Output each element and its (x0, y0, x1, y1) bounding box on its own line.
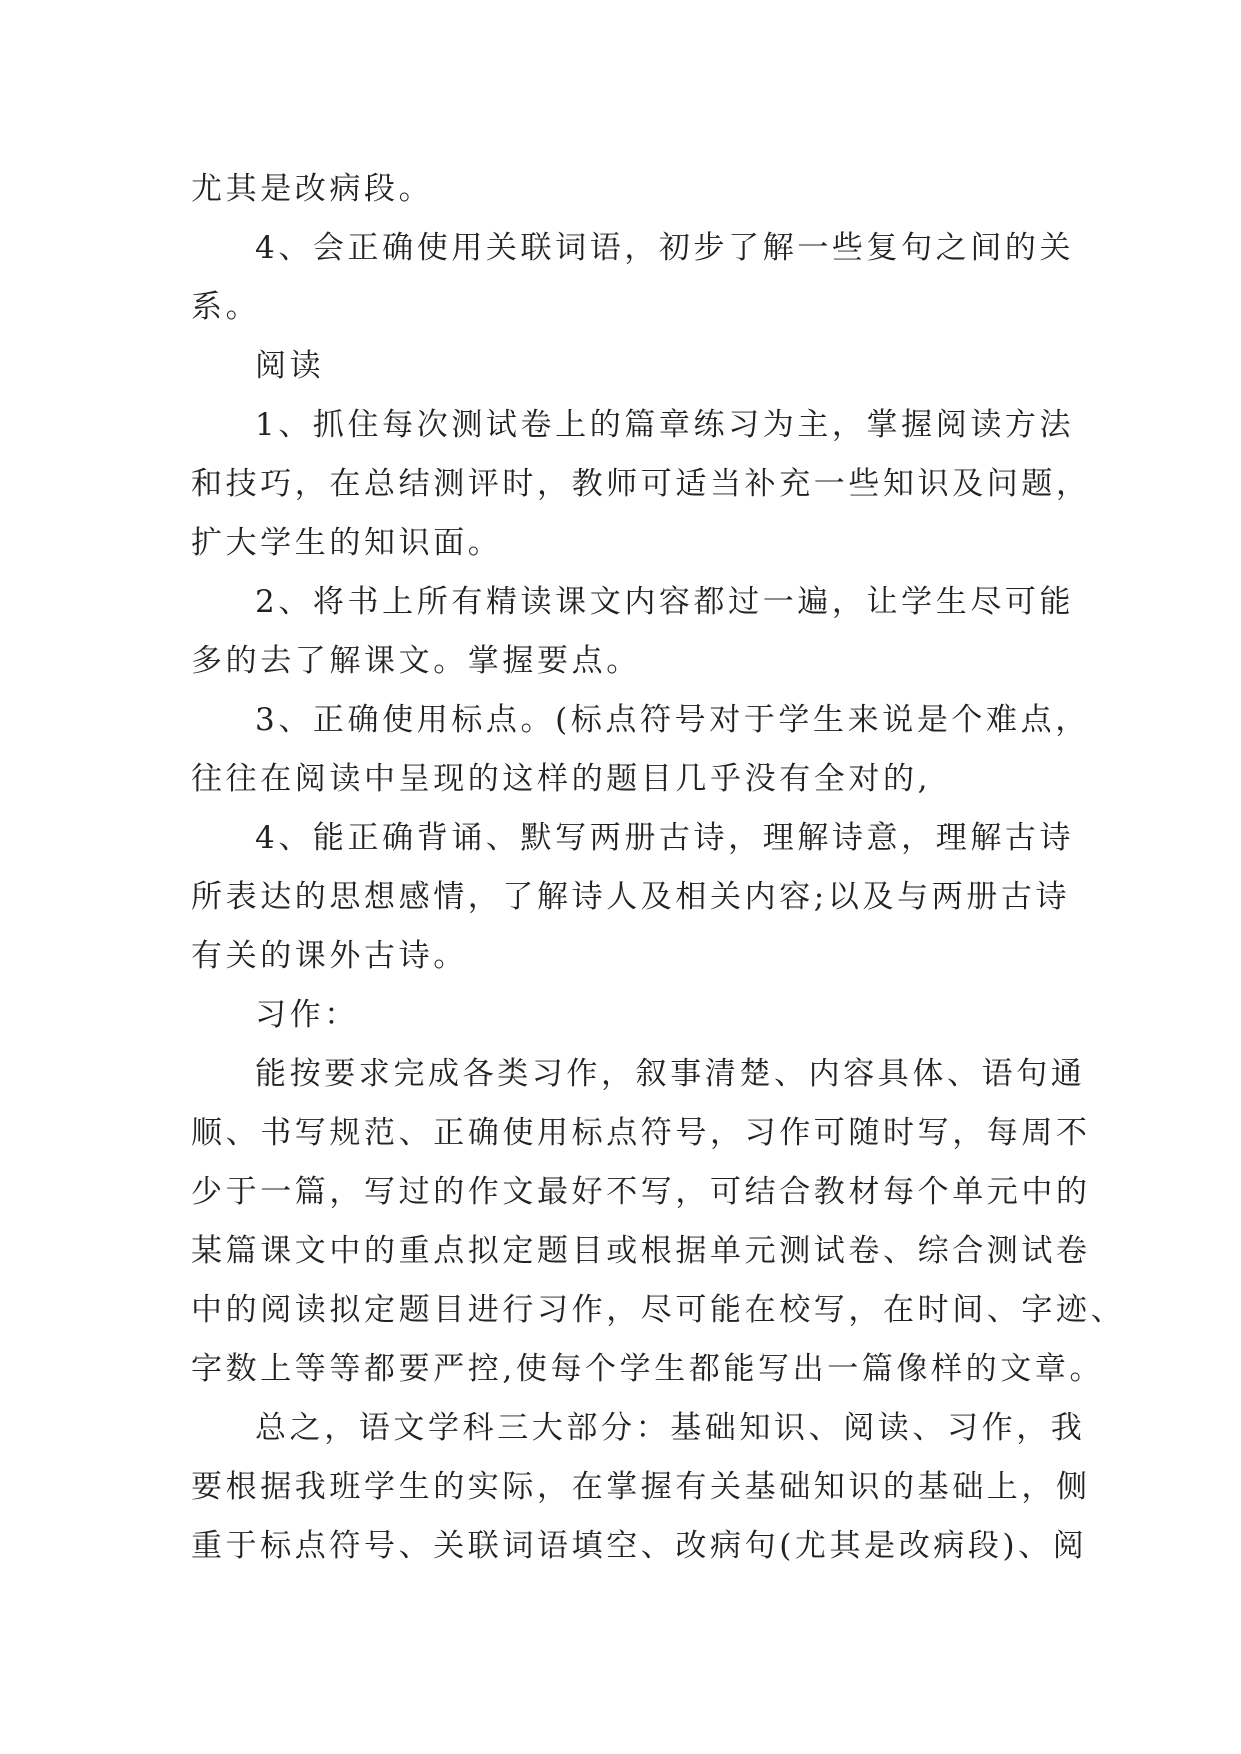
text-line: 系。 (191, 289, 261, 325)
paragraph-first-line: 能按要求完成各类习作，叙事清楚、内容具体、语句通 (255, 1056, 1086, 1092)
paragraph-first-line: 1、抓住每次测试卷上的篇章练习为主，掌握阅读方法 (255, 407, 1075, 443)
text-line: 尤其是改病段。 (191, 171, 434, 207)
paragraph-first-line: 总之，语文学科三大部分：基础知识、阅读、习作，我 (255, 1410, 1086, 1446)
text-line: 多的去了解课文。掌握要点。 (191, 643, 641, 679)
text-line: 往往在阅读中呈现的这样的题目几乎没有全对的, (191, 761, 932, 797)
text-line: 中的阅读拟定题目进行习作，尽可能在校写，在时间、字迹、 (191, 1292, 1126, 1328)
text-line: 扩大学生的知识面。 (191, 525, 503, 561)
paragraph-first-line: 2、将书上所有精读课文内容都过一遍，让学生尽可能 (255, 584, 1075, 620)
text-line: 少于一篇，写过的作文最好不写，可结合教材每个单元中的 (191, 1174, 1091, 1210)
text-line: 字数上等等都要严控,使每个学生都能写出一篇像样的文章。 (191, 1351, 1105, 1387)
text-line: 和技巧，在总结测评时，教师可适当补充一些知识及问题， (191, 466, 1091, 502)
paragraph-first-line: 4、能正确背诵、默写两册古诗，理解诗意，理解古诗 (255, 820, 1075, 856)
document-body (191, 160, 1126, 1576)
text-line: 某篇课文中的重点拟定题目或根据单元测试卷、综合测试卷 (191, 1233, 1091, 1269)
section-heading-reading: 阅读 (255, 348, 325, 384)
text-line: 有关的课外古诗。 (191, 938, 468, 974)
text-line: 要根据我班学生的实际，在掌握有关基础知识的基础上，侧 (191, 1469, 1091, 1505)
section-heading-writing: 习作： (255, 997, 359, 1033)
text-line: 重于标点符号、关联词语填空、改病句(尤其是改病段)、阅 (191, 1528, 1088, 1564)
text-line: 顺、书写规范、正确使用标点符号，习作可随时写，每周不 (191, 1115, 1091, 1151)
paragraph-first-line: 4、会正确使用关联词语，初步了解一些复句之间的关 (255, 230, 1075, 266)
paragraph-first-line: 3、正确使用标点。(标点符号对于学生来说是个难点， (255, 702, 1090, 738)
text-line: 所表达的思想感情，了解诗人及相关内容;以及与两册古诗 (191, 879, 1071, 915)
